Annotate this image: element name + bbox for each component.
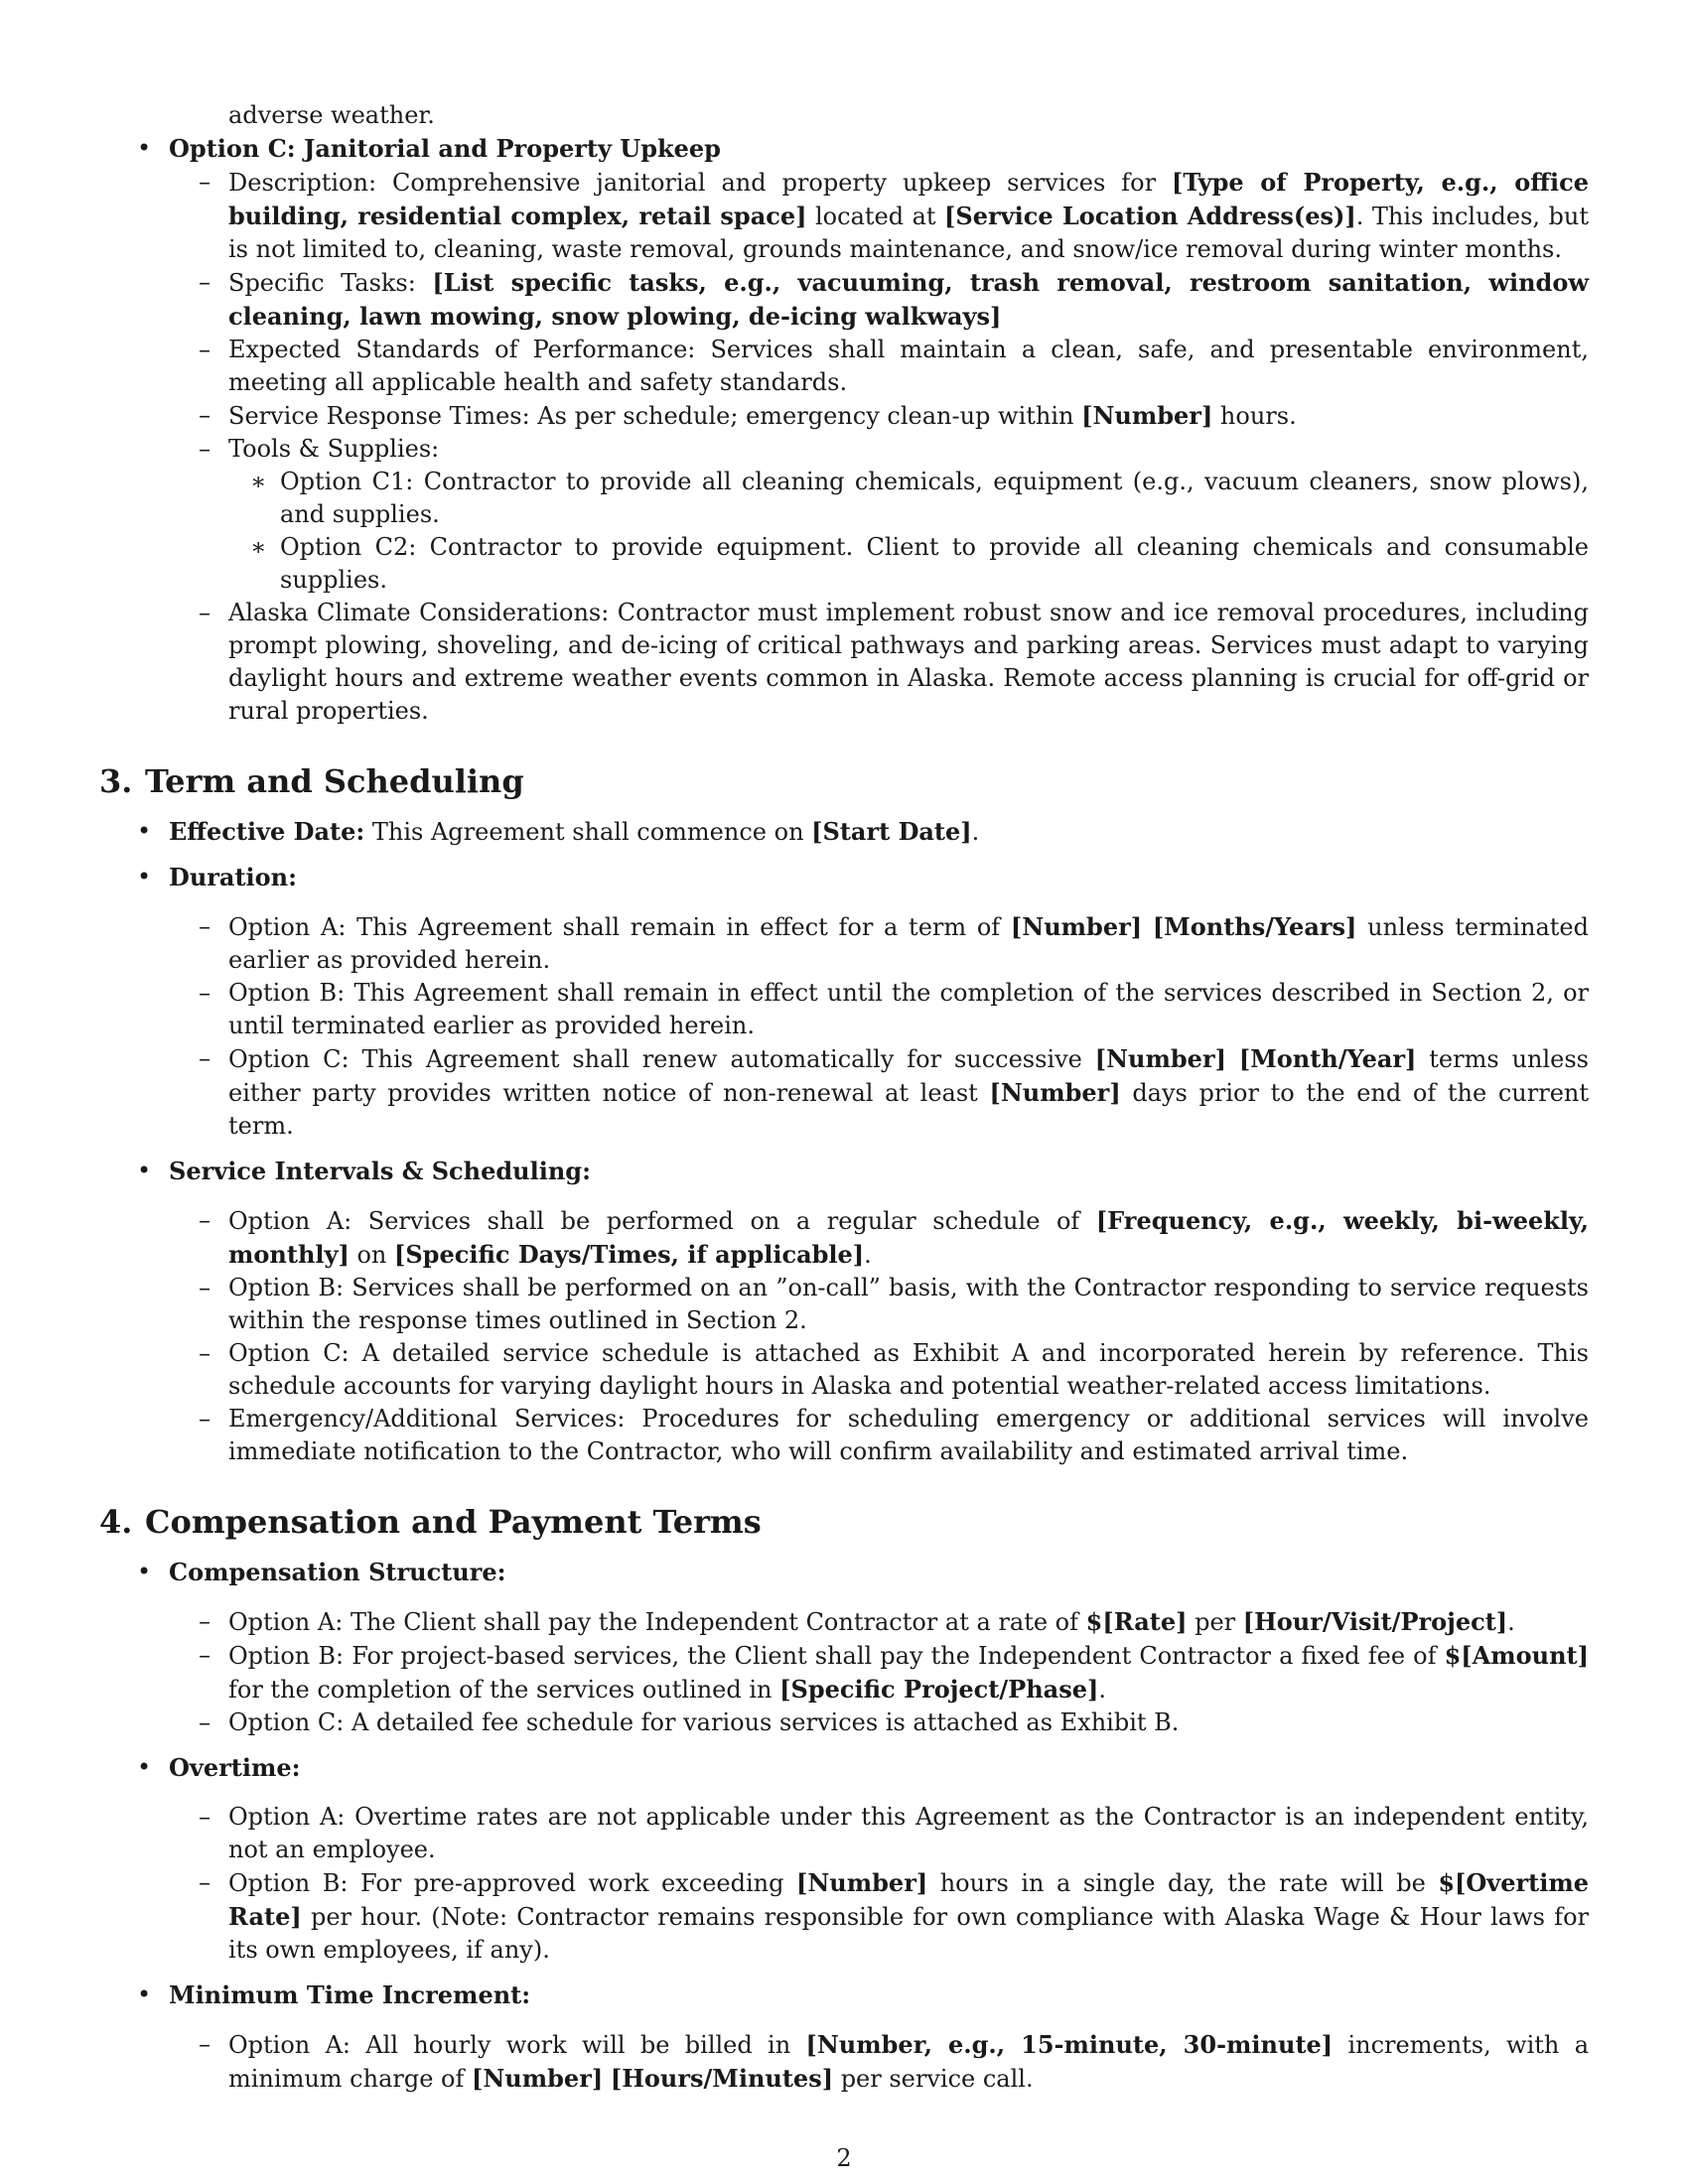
option-c-list <box>99 132 1589 728</box>
overtime-option-b: – Option B: For pre-approved work exceeding [Number] hours in a single day, the rate will be $[Overtime Rate] per hour. (Note: Contractor remains responsible for own compliance with Alaska Wage & Hour laws for its own employees, if any). <box>169 1866 1589 1967</box>
document-page <box>99 99 1589 2096</box>
section-4-list <box>99 1556 1589 2096</box>
section-3-list <box>99 815 1589 1468</box>
compensation-option-a: – Option A: The Client shall pay the Independent Contractor at a rate of $[Rate] per [Hour/Visit/Project]. <box>169 1605 1589 1639</box>
option-c-tools: – Tools & Supplies: ∗ Option C1: Contractor to provide all cleaning chemicals, equipment (e.g., vacuum cleaners, snow plows), and supplies. ∗ Option C2: Contractor to provide equipment. Client to provide all cleaning chemicals and consumable supplies. <box>169 433 1589 597</box>
section-3-heading: 3. Term and Scheduling <box>99 762 524 800</box>
intervals-option-a: – Option A: Services shall be performed on a regular schedule of [Frequency, e.g., weekly, bi-weekly, monthly] on [Specific Days/Times, if applicable]. <box>169 1204 1589 1272</box>
duration-option-b: – Option B: This Agreement shall remain in effect until the completion of the services described in Section 2, or until terminated earlier as provided herein. <box>169 977 1589 1042</box>
intervals-item: • Service Intervals & Scheduling: – Option A: Services shall be performed on a regular schedule of [Frequency, e.g., weekly, bi-weekly, monthly] on [Specific Days/Times, if applicable]. – Option B: Services shall be performed on an ”on-call” basis, with the Contractor responding to service requests within the response times outlined in Section 2. – Option C: A detailed service schedule is attached as Exhibit A and incorporated herein by reference. This schedule accounts for varying daylight hours in Alaska and potential weather-related access limitations. – Emergency/Additional Services: Procedures for scheduling emergency or additional services will involve immediate notification to the Contractor, who will confirm availability and estimated arrival time. <box>99 1155 1589 1468</box>
duration-option-c: – Option C: This Agreement shall renew automatically for successive [Number] [Month/Year] terms unless either party provides written notice of non-renewal at least [Number] days prior to the end of the current term. <box>169 1042 1589 1143</box>
duration-item: • Duration: – Option A: This Agreement shall remain in effect for a term of [Number] [Months/Years] unless terminated earlier as provided herein. – Option B: This Agreement shall remain in effect until the completion of the services described in Section 2, or until terminated earlier as provided herein. – Option C: This Agreement shall renew automatically for successive [Number] [Month/Year] terms unless either party provides written notice of non-renewal at least [Number] days prior to the end of the current term. <box>99 861 1589 1143</box>
section-4-heading: 4. Compensation and Payment Terms <box>99 1503 762 1541</box>
compensation-structure-item: • Compensation Structure: – Option A: The Client shall pay the Independent Contractor at a rate of $[Rate] per [Hour/Visit/Project]. – Option B: For project-based services, the Client shall pay the Independent Contractor a fixed fee of $[Amount] for the completion of the services outlined in [Specific Project/Phase]. – Option C: A detailed fee schedule for various services is attached as Exhibit B. <box>99 1556 1589 1739</box>
minimum-increment-item: • Minimum Time Increment: – Option A: All hourly work will be billed in [Number, e.g., 15-minute, 30-minute] increments, with a minimum charge of [Number] [Hours/Minutes] per service call. <box>99 1979 1589 2096</box>
tools-options <box>228 466 1589 597</box>
page-number: 2 <box>836 2144 852 2172</box>
compensation-option-b: – Option B: For project-based services, the Client shall pay the Independent Contractor a fixed fee of $[Amount] for the completion of the services outlined in [Specific Project/Phase]. <box>169 1639 1589 1706</box>
minimum-option-a: – Option A: All hourly work will be billed in [Number, e.g., 15-minute, 30-minute] increments, with a minimum charge of [Number] [Hours/Minutes] per service call. <box>169 2028 1589 2096</box>
option-c-tasks: – Specific Tasks: [List specific tasks, e.g., vacuuming, trash removal, restroom sanitation, window cleaning, lawn mowing, snow plowing, de-icing walkways] <box>169 266 1589 334</box>
duration-option-a: – Option A: This Agreement shall remain in effect for a term of [Number] [Months/Years] unless terminated earlier as provided herein. <box>169 910 1589 977</box>
overtime-item: • Overtime: – Option A: Overtime rates are not applicable under this Agreement as the Contractor is an independent entity, not an employee. – Option B: For pre-approved work exceeding [Number] hours in a single day, the rate will be $[Overtime Rate] per hour. (Note: Contractor remains responsible for own compliance with Alaska Wage & Hour laws for its own employees, if any). <box>99 1751 1589 1967</box>
tools-option-c2: ∗ Option C2: Contractor to provide equipment. Client to provide all cleaning chemicals and consumable supplies. <box>228 531 1589 597</box>
overtime-options <box>169 1801 1589 1967</box>
compensation-options <box>169 1605 1589 1739</box>
option-c-item <box>99 132 1589 728</box>
option-c-climate: – Alaska Climate Considerations: Contractor must implement robust snow and ice removal procedures, including prompt plowing, shoveling, and de-icing of critical pathways and parking areas. Services must adapt to varying daylight hours and extreme weather events common in Alaska. Remote access planning is crucial for off-grid or rural properties. <box>169 597 1589 728</box>
option-c-title: Option C: Janitorial and Property Upkeep <box>169 134 721 163</box>
intervals-emergency: – Emergency/Additional Services: Procedures for scheduling emergency or additional services will involve immediate notification to the Contractor, who will confirm availability and estimated arrival time. <box>169 1403 1589 1468</box>
intervals-option-b: – Option B: Services shall be performed on an ”on-call” basis, with the Contractor responding to service requests within the response times outlined in Section 2. <box>169 1272 1589 1337</box>
intervals-options <box>169 1204 1589 1468</box>
option-c-standards: – Expected Standards of Performance: Services shall maintain a clean, safe, and presentable environment, meeting all applicable health and safety standards. <box>169 334 1589 399</box>
tools-option-c1: ∗ Option C1: Contractor to provide all cleaning chemicals, equipment (e.g., vacuum cleaners, snow plows), and supplies. <box>228 466 1589 531</box>
minimum-options <box>169 2028 1589 2096</box>
option-c-details <box>169 166 1589 728</box>
intervals-option-c: – Option C: A detailed service schedule is attached as Exhibit A and incorporated herein by reference. This schedule accounts for varying daylight hours in Alaska and potential weather-related access limitations. <box>169 1337 1589 1403</box>
option-c-response: – Service Response Times: As per schedule; emergency clean-up within [Number] hours. <box>169 399 1589 433</box>
overtime-option-a: – Option A: Overtime rates are not applicable under this Agreement as the Contractor is an independent entity, not an employee. <box>169 1801 1589 1866</box>
compensation-option-c: – Option C: A detailed fee schedule for various services is attached as Exhibit B. <box>169 1706 1589 1739</box>
duration-options <box>169 910 1589 1143</box>
continuation-text: adverse weather. <box>228 101 435 129</box>
option-c-description: – Description: Comprehensive janitorial and property upkeep services for [Type of Property, e.g., office building, residential complex, retail space] located at [Service Location Address(es)]. This includes, but is not limited to, cleaning, waste removal, grounds maintenance, and snow/ice removal during winter months. <box>169 166 1589 266</box>
effective-date-item: • Effective Date: This Agreement shall commence on [Start Date]. <box>99 815 1589 849</box>
